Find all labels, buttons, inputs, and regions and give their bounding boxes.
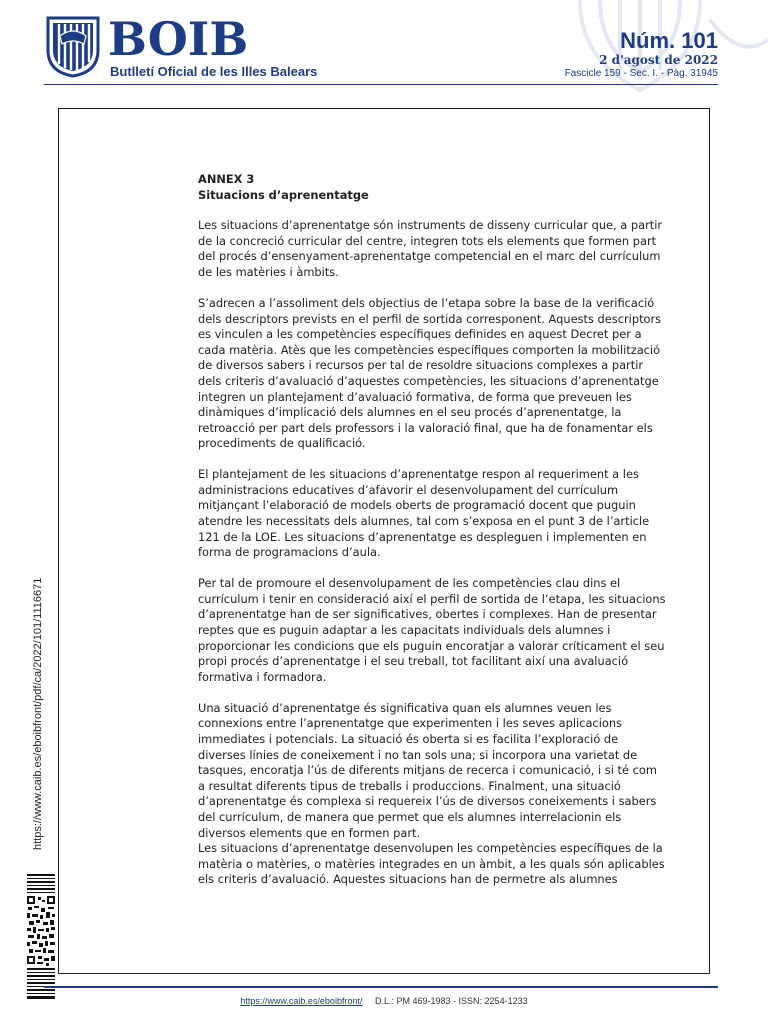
brand-title: BOIB — [108, 12, 249, 66]
fascicle-info: Fascicle 159 - Sec. I. - Pàg. 31945 — [564, 68, 718, 79]
annex-label: ANNEX 3 — [198, 172, 255, 186]
document-body — [198, 172, 666, 903]
paragraph: Les situacions d’aprenentatge desenvolupen les competències específiques de la matèria o matèries, o matèries integrades en un àmbit, a les quals són aplicables els criteris d’avaluació. Aquestes situacions han de permetre als alumnes — [198, 841, 665, 887]
page-header — [0, 0, 768, 100]
paragraph: Les situacions d’aprenentatge són instruments de disseny curricular que, a partir de la concreció curricular del centre, integren tots els elements que formen part del procés d’ensenyament-aprenentatge competencial en el marc del currículum de les matèries i àmbits. — [198, 218, 663, 279]
footer-divider — [44, 986, 718, 988]
paragraph: S’adrecen a l’assoliment dels objectius de l’etapa sobre la base de la verificació dels descriptors prevists en el perfil de sortida corresponent. Aquests descriptors es vinculen a les competències específiques definides en aquest Decret per a cada matèria. Atès que les competències específiques comporten la mobilització de diversos sabers i recursos per tal de resoldre situacions complexes a partir dels criteris d’avaluació d’aquestes competències, les situacions d’aprenentatge integren un plantejament d’avaluació formativa, de forma que preveuen les dinàmiques d’implicació dels alumnes en el seu procés d’aprenentatge, la retroacció per part dels professors i la valoració final, que ha de fonamentar els procediments de qualificació. — [198, 295, 662, 451]
header-divider — [44, 84, 718, 85]
issue-date: 2 d'agost de 2022 — [599, 53, 718, 67]
paragraph: Per tal de promoure el desenvolupament de les competències clau dins el currículum i tenir en consideració així el perfil de sortida de l’etapa, les situacions d’aprenentatge han de ser significatives, obertes i complexes. Han de presentar reptes que es puguin adaptar a les capacitats individuals dels alumnes i proporcionar les condicions que els puguin encoratjar a valorar críticament el seu propi procés d’aprenentatge i el seu treball, tot facilitant així una avaluació formativa i formadora. — [198, 576, 666, 684]
balearic-coat-of-arms-logo — [44, 14, 102, 78]
page-footer — [0, 996, 768, 1006]
document-permalink[interactable]: https://www.caib.es/eboibfront/pdf/ca/2022/101/1116671 — [32, 577, 44, 850]
footer-separator — [365, 996, 373, 1006]
paragraph: Una situació d’aprenentatge és significativa quan els alumnes veuen les connexions entre l’aprenentatge que experimenten i les seves aplicacions immediates i potencials. La situació és oberta si es facilita l’exploració de diverses línies de coneixement i no tan sols una; si incorpora una varietat de tasques, encoratja l’ús de diferents mitjans de recerca i comunicació, i si té com a resultat diferents tipus de treballs i produccions. Finalment, una situació d’aprenentatge és complexa si requereix l’ús de diversos coneixements i sabers del currículum, de manera que permet que els alumnes interrelacionin els diversos elements que en formen part. — [198, 700, 657, 840]
footer-link[interactable]: https://www.caib.es/eboibfront/ — [240, 996, 363, 1006]
issue-number: Núm. 101 — [620, 28, 718, 53]
qr-code — [26, 872, 56, 1002]
brand-subtitle: Butlletí Oficial de les Illes Balears — [110, 64, 318, 79]
paragraph: El plantejament de les situacions d’aprenentatge respon al requeriment a les administracions educatives d’afavorir el desenvolupament del currículum mitjançant l’elaboració de models oberts de programació docent que puguin atendre les necessitats dels alumnes, tal com s’exposa en el punt 3 de l’article 121 de la LOE. Les situacions d’aprenentatge es despleguen i implementen en forma de programacions d’aula. — [198, 467, 650, 560]
footer-legal: D.L.: PM 469-1983 - ISSN: 2254-1233 — [375, 996, 528, 1006]
section-title: Situacions d’aprenentatge — [198, 187, 369, 202]
